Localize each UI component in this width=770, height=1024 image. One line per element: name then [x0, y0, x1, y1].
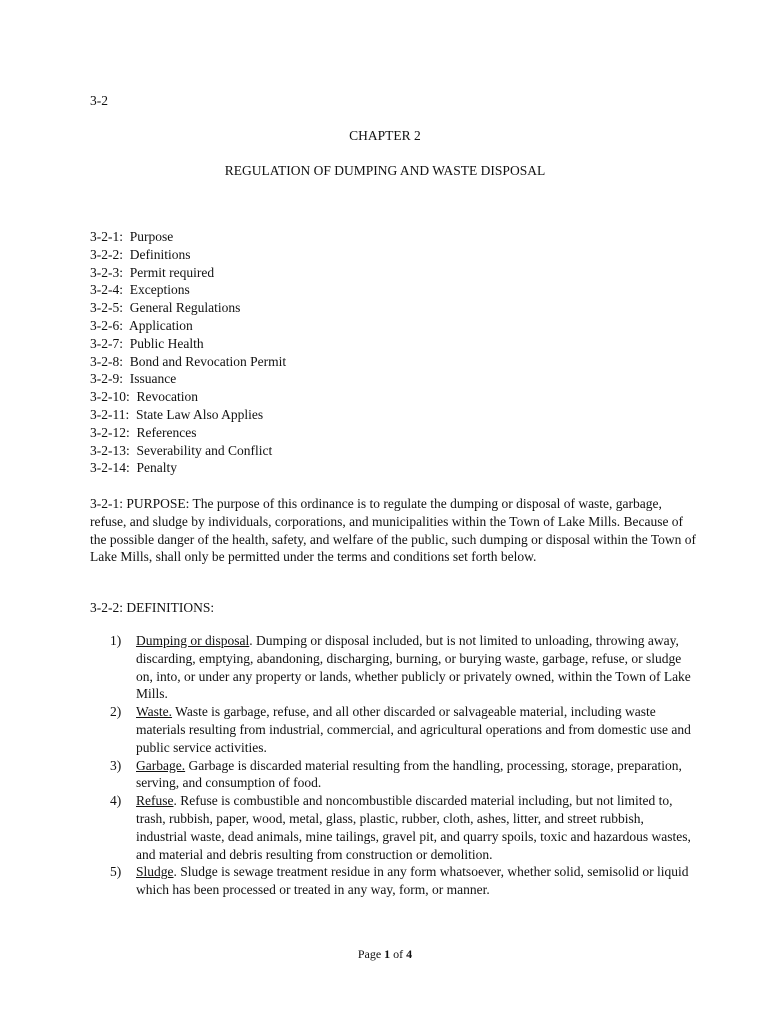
toc-num: 3-2-2: — [90, 246, 123, 262]
definition-term: Dumping or disposal — [136, 633, 250, 648]
toc-num: 3-2-6: — [90, 317, 123, 333]
page-id: 3-2 — [90, 93, 108, 108]
page-footer — [0, 946, 770, 964]
toc-label: General Regulations — [129, 300, 241, 316]
toc-label: Purpose — [129, 229, 174, 244]
definition-item — [90, 757, 695, 793]
toc-item — [90, 459, 286, 477]
toc-item — [90, 442, 286, 460]
definition-text: Waste is garbage, refuse, and all other discarded or salvageable material, including waste materials resulting from industrial, commercial, and agricultural operations and from domestic use and public service activities. — [136, 704, 691, 755]
definition-term: Garbage. — [136, 757, 186, 773]
toc-num: 3-2-9: — [90, 371, 123, 387]
toc-num: 3-2-11: — [90, 406, 130, 422]
definition-text: . Dumping or disposal included, but is not limited to unloading, throwing away, discarding, emptying, abandoning, discharging, burning, or burying waste, garbage, refuse, or sludge on, into, or under any property or lands, whether publicly or privately owned, within the Town of Lake Mills. — [136, 633, 691, 702]
definitions-heading: 3-2-2: DEFINITIONS: — [90, 600, 215, 615]
toc-num: 3-2-14: — [90, 460, 130, 476]
toc-num: 3-2-3: — [90, 264, 123, 280]
toc-num: 3-2-10: — [90, 389, 130, 405]
page-word: Page — [357, 947, 382, 961]
definition-term: Refuse — [136, 793, 174, 809]
toc-item — [90, 281, 286, 299]
toc-label: Permit required — [129, 264, 215, 280]
definitions-list — [90, 632, 695, 899]
definition-item — [90, 863, 695, 899]
toc-label: Public Health — [129, 335, 204, 351]
toc-num: 3-2-5: — [90, 300, 123, 316]
total-page-number: 4 — [406, 947, 413, 961]
definition-number: 5) — [110, 864, 122, 880]
toc-item — [90, 370, 286, 388]
toc-item — [90, 388, 286, 406]
toc-num: 3-2-13: — [90, 442, 130, 458]
current-page-number: 1 — [384, 947, 391, 961]
chapter-title: REGULATION OF DUMPING AND WASTE DISPOSAL — [224, 163, 546, 178]
toc-label: Revocation — [136, 389, 198, 405]
toc-label: State Law Also Applies — [136, 406, 264, 422]
toc-item — [90, 406, 286, 424]
toc-label: Definitions — [129, 246, 191, 262]
definition-item — [90, 703, 695, 756]
of-word: of — [393, 947, 404, 961]
chapter-number: CHAPTER 2 — [349, 128, 421, 143]
toc-label: Bond and Revocation Permit — [129, 353, 287, 369]
definition-term: Sludge — [136, 864, 174, 880]
toc-num: 3-2-1: — [90, 229, 123, 244]
toc-num: 3-2-8: — [90, 353, 123, 369]
toc-label: Severability and Conflict — [136, 442, 273, 458]
definition-term: Waste. — [136, 704, 173, 720]
table-of-contents — [90, 228, 286, 477]
toc-item — [90, 228, 286, 246]
definition-text: . Refuse is combustible and noncombustible discarded material including, but not limited to, trash, rubbish, paper, wood, metal, glass, plastic, rubber, cloth, ashes, litter, and street rubbish, industrial waste, dead animals, mine tailings, gravel pit, and quarry spoils, toxic and hazardous wastes, and material and debris resulting from construction or demolition. — [136, 793, 691, 862]
toc-label: Issuance — [129, 371, 177, 387]
toc-item — [90, 353, 286, 371]
toc-item — [90, 317, 286, 335]
toc-label: Application — [129, 317, 193, 333]
definition-text: . Sludge is sewage treatment residue in any form whatsoever, whether solid, semisolid or liquid which has been processed or treated in any way, form, or manner. — [136, 864, 689, 898]
definition-item — [90, 632, 695, 703]
toc-label: References — [136, 424, 197, 440]
toc-num: 3-2-12: — [90, 424, 130, 440]
toc-item — [90, 299, 286, 317]
purpose-paragraph: 3-2-1: PURPOSE: The purpose of this ordinance is to regulate the dumping or disposal of waste, garbage, refuse, and sludge by individuals, corporations, and municipalities within the Town of Lake Mills. Because of the possible danger of the health, safety, and welfare of the public, such dumping or disposal within the Town of Lake Mills, shall only be permitted under the terms and conditions set forth below. — [90, 496, 697, 565]
toc-num: 3-2-4: — [90, 282, 123, 298]
definition-number: 2) — [110, 704, 122, 720]
toc-item — [90, 424, 286, 442]
toc-label: Exceptions — [129, 282, 190, 298]
toc-label: Penalty — [136, 460, 177, 476]
definition-number: 4) — [110, 793, 122, 809]
definition-item — [90, 792, 695, 863]
toc-item — [90, 264, 286, 282]
definition-number: 3) — [110, 757, 122, 773]
toc-item — [90, 246, 286, 264]
toc-item — [90, 335, 286, 353]
toc-num: 3-2-7: — [90, 335, 123, 351]
definition-text: Garbage is discarded material resulting from the handling, processing, storage, preparation, serving, and consumption of food. — [136, 757, 682, 791]
definition-number: 1) — [110, 633, 122, 648]
